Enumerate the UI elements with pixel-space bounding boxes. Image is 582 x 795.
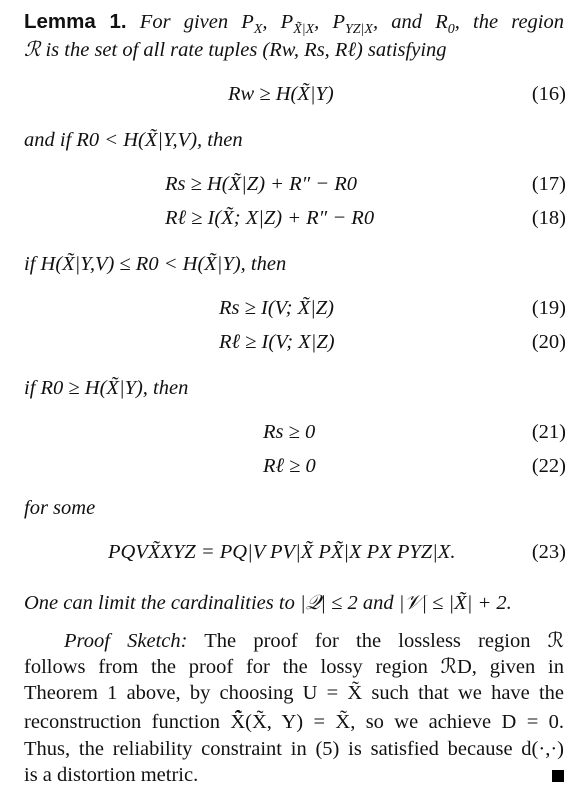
lemma-intro-1: For given P xyxy=(139,11,254,33)
equation-17-number: (17) xyxy=(531,173,566,195)
equation-16: Rw ≥ H(X̃|Y) xyxy=(228,83,334,105)
equation-22: Rℓ ≥ 0 xyxy=(263,455,316,477)
condition-2: if H(X̃|Y,V) ≤ R0 < H(X̃|Y), then xyxy=(24,253,287,275)
equation-22-number: (22) xyxy=(531,455,566,477)
lemma-line-2: ℛ is the set of all rate tuples (Rw, Rs, Rℓ) satisfying xyxy=(24,39,447,61)
equation-19-number: (19) xyxy=(531,297,566,319)
equation-23-number: (23) xyxy=(531,541,566,563)
qed-square xyxy=(552,770,564,782)
for-some: for some xyxy=(24,497,96,519)
lemma-intro-6: YZ|X xyxy=(344,22,373,38)
equation-21-number: (21) xyxy=(531,421,566,443)
lemma-intro-7: , and R xyxy=(372,11,448,33)
proof-line-1-rest: The proof for the lossless region ℛ xyxy=(204,630,564,652)
condition-3: if R0 ≥ H(X̃|Y), then xyxy=(24,377,189,399)
proof-line-1 xyxy=(24,629,564,653)
proof-line-2: follows from the proof for the lossy region ℛD, given in xyxy=(24,656,564,678)
lemma-intro-8: 0 xyxy=(447,22,455,38)
equation-19: Rs ≥ I(V; X̃|Z) xyxy=(219,297,334,319)
equation-23: PQVX̃XYZ = PQ|V PV|X̃ PX̃|X PX PYZ|X. xyxy=(108,541,456,563)
condition-1: and if R0 < H(X̃|Y,V), then xyxy=(24,129,243,151)
equation-18-number: (18) xyxy=(531,207,566,229)
lemma-intro-3: , P xyxy=(262,11,294,33)
lemma-intro-5: , P xyxy=(314,11,345,33)
proof-line-5: Thus, the reliability constraint in (5) is satisfied because d(·,·) xyxy=(24,738,564,760)
proof-line-3: Theorem 1 above, by choosing U = X̃ such that we have the xyxy=(24,682,564,704)
lemma-intro-9: , the region xyxy=(454,11,564,33)
lemma-intro xyxy=(139,11,564,38)
equation-20-number: (20) xyxy=(531,331,566,353)
cardinality-statement: One can limit the cardinalities to |𝒬| ≤ 2 and |𝒱| ≤ |X̃| + 2. xyxy=(24,592,512,614)
lemma-intro-4: X̃|X xyxy=(293,22,315,38)
lemma-label: Lemma 1. xyxy=(24,10,127,33)
proof-line-6: is a distortion metric. xyxy=(24,764,199,786)
equation-21: Rs ≥ 0 xyxy=(263,421,316,443)
equation-17: Rs ≥ H(X̃|Z) + R″ − R0 xyxy=(165,173,358,195)
equation-20: Rℓ ≥ I(V; X|Z) xyxy=(219,331,335,353)
equation-18: Rℓ ≥ I(X̃; X|Z) + R″ − R0 xyxy=(165,207,375,229)
equation-16-number: (16) xyxy=(531,83,566,105)
proof-line-4: reconstruction function X̃̂(X̃, Y) = X̃, so we achieve D = 0. xyxy=(24,711,564,733)
lemma-intro-2: X xyxy=(253,22,263,38)
proof-label: Proof Sketch: xyxy=(64,630,188,652)
